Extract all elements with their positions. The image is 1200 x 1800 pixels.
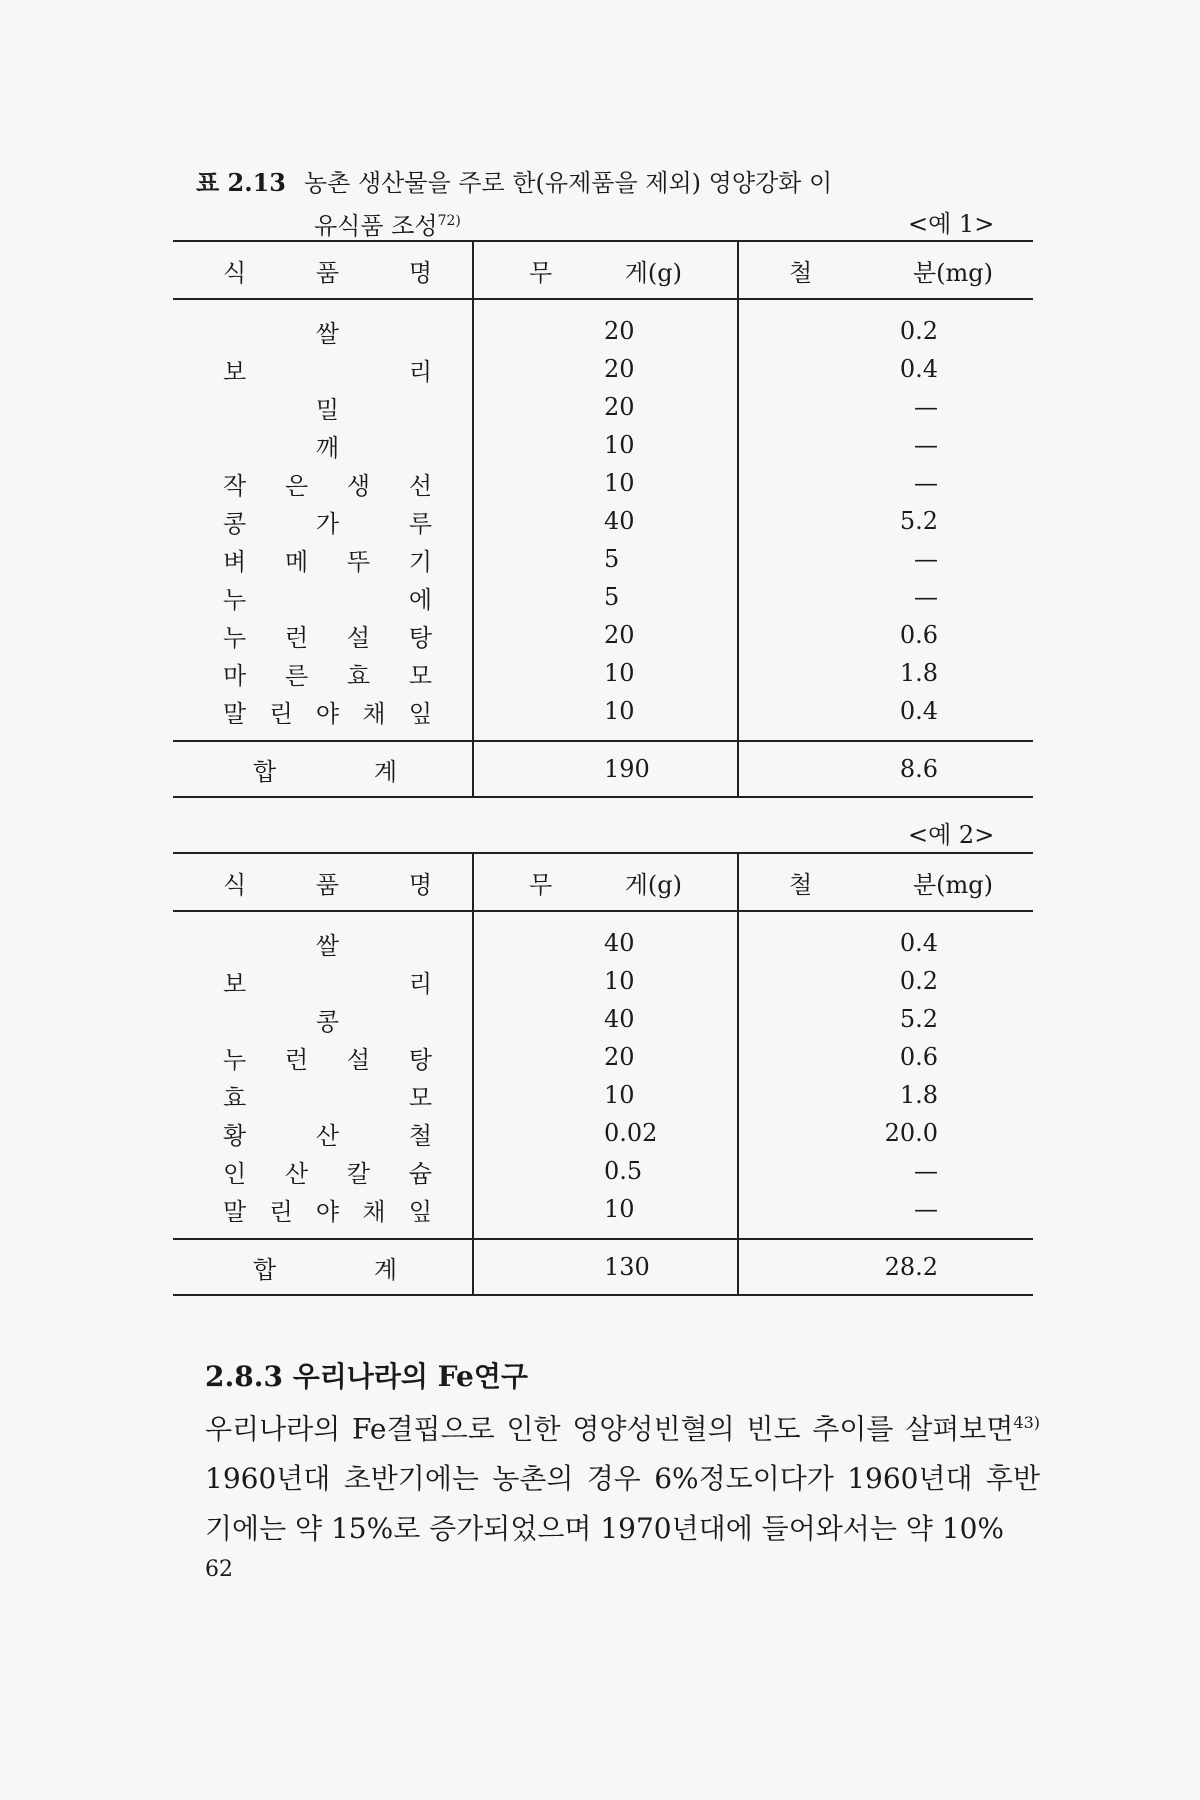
header-name-char: 식 bbox=[223, 870, 247, 899]
food-name-cell bbox=[173, 1076, 473, 1114]
food-name-char: 말 bbox=[223, 699, 247, 728]
food-name-char: 모 bbox=[408, 661, 432, 690]
food-name-char: 린 bbox=[269, 1197, 293, 1226]
food-name-char: 보 bbox=[223, 357, 247, 386]
food-name-char: 루 bbox=[408, 509, 432, 538]
food-name-char: 뚜 bbox=[346, 547, 371, 576]
food-name-char: 작 bbox=[223, 471, 247, 500]
table-row bbox=[173, 540, 1033, 578]
food-name-char: 설 bbox=[346, 1045, 371, 1074]
total-row bbox=[173, 741, 1033, 797]
food-name-char: 쌀 bbox=[315, 319, 340, 348]
weight-cell: 20 bbox=[473, 1038, 738, 1076]
food-name-char: 말 bbox=[223, 1197, 247, 1226]
iron-cell: 20.0 bbox=[884, 1119, 938, 1147]
food-name-char: 른 bbox=[284, 661, 309, 690]
iron-cell: — bbox=[914, 469, 938, 497]
iron-cell: 0.6 bbox=[899, 621, 938, 649]
food-name-char: 산 bbox=[284, 1159, 309, 1188]
header-iron-char: 철 bbox=[789, 870, 813, 899]
table-header-row bbox=[173, 853, 1033, 911]
caption-line-2: 유식품 조성 bbox=[314, 212, 438, 240]
food-name-char: 콩 bbox=[223, 509, 247, 538]
paragraph-text-2: 1960년대 초반기에는 농촌의 경우 6%정도이다가 1960년대 후반기에는 약 15%로 증가되었으며 1970년대에 들어와서는 약 10% bbox=[205, 1462, 1040, 1546]
food-name-cell bbox=[173, 692, 473, 741]
food-name-char: 효 bbox=[346, 661, 371, 690]
food-name-cell bbox=[173, 1152, 473, 1190]
header-iron bbox=[738, 241, 1033, 299]
header-iron-char: 분(mg) bbox=[912, 258, 993, 287]
weight-cell: 20 bbox=[473, 388, 738, 426]
food-name-char: 쌀 bbox=[315, 931, 340, 960]
total-iron: 28.2 bbox=[738, 1239, 1033, 1295]
table-number: 표 2.13 bbox=[196, 168, 286, 197]
food-name-char: 생 bbox=[346, 471, 371, 500]
food-name-char: 채 bbox=[362, 1197, 386, 1226]
iron-cell: — bbox=[914, 545, 938, 573]
food-name-cell bbox=[173, 962, 473, 1000]
total-weight: 130 bbox=[473, 1239, 738, 1295]
food-name-cell bbox=[173, 426, 473, 464]
table-row bbox=[173, 464, 1033, 502]
table-row bbox=[173, 962, 1033, 1000]
food-name-char: 벼 bbox=[223, 547, 247, 576]
iron-cell: 5.2 bbox=[899, 507, 938, 535]
food-name-cell bbox=[173, 540, 473, 578]
food-name-cell bbox=[173, 502, 473, 540]
table-row bbox=[173, 350, 1033, 388]
total-label bbox=[173, 1239, 473, 1295]
paragraph-text-1: 우리나라의 Fe결핍으로 인한 영양성빈혈의 빈도 추이를 살펴보면 bbox=[205, 1412, 1014, 1446]
total-label-char: 합 bbox=[253, 1255, 277, 1284]
food-name-char: 기 bbox=[408, 547, 432, 576]
header-weight-char: 무 bbox=[529, 870, 553, 899]
food-name-char: 누 bbox=[223, 1045, 247, 1074]
table-row bbox=[173, 502, 1033, 540]
header-food-name bbox=[173, 241, 473, 299]
weight-cell: 40 bbox=[473, 1000, 738, 1038]
header-iron-char: 철 bbox=[789, 258, 813, 287]
table-row bbox=[173, 388, 1033, 426]
total-label-char: 합 bbox=[253, 757, 277, 786]
weight-cell: 20 bbox=[473, 616, 738, 654]
iron-cell: — bbox=[914, 393, 938, 421]
header-weight bbox=[473, 241, 738, 299]
food-name-char: 가 bbox=[315, 509, 340, 538]
iron-cell: 0.2 bbox=[899, 317, 938, 345]
table-row bbox=[173, 578, 1033, 616]
header-weight-char: 게(g) bbox=[624, 258, 682, 287]
food-name-cell bbox=[173, 388, 473, 426]
example-2-table bbox=[173, 852, 1033, 1296]
food-name-char: 보 bbox=[223, 969, 247, 998]
section-heading: 2.8.3 우리나라의 Fe연구 bbox=[205, 1360, 528, 1393]
food-name-char: 인 bbox=[223, 1159, 247, 1188]
page-number: 62 bbox=[205, 1557, 233, 1582]
food-name-char: 설 bbox=[346, 623, 371, 652]
food-name-char: 깨 bbox=[315, 433, 340, 462]
body-paragraph bbox=[205, 1398, 1040, 1554]
header-iron bbox=[738, 853, 1033, 911]
table-row bbox=[173, 692, 1033, 741]
food-name-char: 모 bbox=[408, 1083, 432, 1112]
food-name-char: 잎 bbox=[408, 699, 432, 728]
food-name-cell bbox=[173, 578, 473, 616]
weight-cell: 20 bbox=[473, 299, 738, 350]
weight-cell: 5 bbox=[473, 578, 738, 616]
food-name-cell bbox=[173, 911, 473, 962]
header-weight bbox=[473, 853, 738, 911]
food-name-char: 에 bbox=[408, 585, 432, 614]
paragraph-reference: 43) bbox=[1013, 1413, 1040, 1432]
food-name-char: 칼 bbox=[346, 1159, 371, 1188]
total-label-char: 계 bbox=[373, 757, 397, 786]
table-row bbox=[173, 1000, 1033, 1038]
header-food-name bbox=[173, 853, 473, 911]
table-row bbox=[173, 1114, 1033, 1152]
food-name-char: 마 bbox=[223, 661, 247, 690]
total-row bbox=[173, 1239, 1033, 1295]
header-name-char: 품 bbox=[315, 258, 340, 287]
header-name-char: 명 bbox=[408, 870, 432, 899]
table-header-row bbox=[173, 241, 1033, 299]
food-name-char: 린 bbox=[269, 699, 293, 728]
food-name-cell bbox=[173, 1038, 473, 1076]
food-name-cell bbox=[173, 616, 473, 654]
weight-cell: 0.5 bbox=[473, 1152, 738, 1190]
header-weight-char: 게(g) bbox=[624, 870, 682, 899]
food-name-cell bbox=[173, 654, 473, 692]
weight-cell: 5 bbox=[473, 540, 738, 578]
food-name-cell bbox=[173, 350, 473, 388]
food-name-char: 밀 bbox=[315, 395, 340, 424]
food-name-char: 황 bbox=[223, 1121, 247, 1150]
header-name-char: 품 bbox=[315, 870, 340, 899]
food-name-char: 런 bbox=[284, 623, 309, 652]
weight-cell: 40 bbox=[473, 502, 738, 540]
iron-cell: 1.8 bbox=[899, 1081, 938, 1109]
iron-cell: 0.4 bbox=[899, 929, 938, 957]
iron-cell: 0.4 bbox=[899, 697, 938, 725]
iron-cell: 1.8 bbox=[899, 659, 938, 687]
weight-cell: 10 bbox=[473, 692, 738, 741]
food-name-char: 탕 bbox=[408, 623, 432, 652]
weight-cell: 20 bbox=[473, 350, 738, 388]
food-name-char: 산 bbox=[315, 1121, 340, 1150]
food-name-char: 야 bbox=[315, 1197, 340, 1226]
header-name-char: 명 bbox=[408, 258, 432, 287]
food-name-char: 채 bbox=[362, 699, 386, 728]
food-name-char: 런 bbox=[284, 1045, 309, 1074]
food-name-char: 은 bbox=[284, 471, 309, 500]
weight-cell: 40 bbox=[473, 911, 738, 962]
table-row bbox=[173, 1076, 1033, 1114]
caption-reference: 72) bbox=[437, 213, 461, 229]
total-iron: 8.6 bbox=[738, 741, 1033, 797]
caption-line-1: 농촌 생산물을 주로 한(유제품을 제외) 영양강화 이 bbox=[304, 169, 833, 197]
weight-cell: 10 bbox=[473, 654, 738, 692]
weight-cell: 0.02 bbox=[473, 1114, 738, 1152]
iron-cell: — bbox=[914, 1195, 938, 1223]
food-name-char: 선 bbox=[408, 471, 432, 500]
table-row bbox=[173, 1190, 1033, 1239]
example-2-label: <예 2> bbox=[908, 821, 995, 849]
table-row bbox=[173, 299, 1033, 350]
food-name-char: 누 bbox=[223, 623, 247, 652]
weight-cell: 10 bbox=[473, 1076, 738, 1114]
food-name-char: 누 bbox=[223, 585, 247, 614]
table-row bbox=[173, 1152, 1033, 1190]
weight-cell: 10 bbox=[473, 426, 738, 464]
food-name-char: 잎 bbox=[408, 1197, 432, 1226]
food-name-cell bbox=[173, 1190, 473, 1239]
food-name-char: 슘 bbox=[408, 1159, 432, 1188]
table-row bbox=[173, 654, 1033, 692]
header-iron-char: 분(mg) bbox=[912, 870, 993, 899]
iron-cell: 5.2 bbox=[899, 1005, 938, 1033]
iron-cell: 0.2 bbox=[899, 967, 938, 995]
weight-cell: 10 bbox=[473, 1190, 738, 1239]
food-name-char: 효 bbox=[223, 1083, 247, 1112]
iron-cell: 0.4 bbox=[899, 355, 938, 383]
total-label bbox=[173, 741, 473, 797]
food-name-char: 탕 bbox=[408, 1045, 432, 1074]
iron-cell: 0.6 bbox=[899, 1043, 938, 1071]
weight-cell: 10 bbox=[473, 962, 738, 1000]
food-name-char: 야 bbox=[315, 699, 340, 728]
example-1-label: <예 1> bbox=[908, 210, 995, 238]
table-row bbox=[173, 426, 1033, 464]
example-1-table bbox=[173, 240, 1033, 798]
total-weight: 190 bbox=[473, 741, 738, 797]
food-name-char: 메 bbox=[284, 547, 309, 576]
iron-cell: — bbox=[914, 583, 938, 611]
header-weight-char: 무 bbox=[529, 258, 553, 287]
total-label-char: 계 bbox=[373, 1255, 397, 1284]
food-name-char: 리 bbox=[408, 357, 432, 386]
food-name-cell bbox=[173, 299, 473, 350]
table-row bbox=[173, 911, 1033, 962]
food-name-cell bbox=[173, 1000, 473, 1038]
food-name-char: 리 bbox=[408, 969, 432, 998]
iron-cell: — bbox=[914, 431, 938, 459]
iron-cell: — bbox=[914, 1157, 938, 1185]
table-row bbox=[173, 616, 1033, 654]
weight-cell: 10 bbox=[473, 464, 738, 502]
table-row bbox=[173, 1038, 1033, 1076]
food-name-char: 철 bbox=[408, 1121, 432, 1150]
food-name-cell bbox=[173, 464, 473, 502]
header-name-char: 식 bbox=[223, 258, 247, 287]
food-name-cell bbox=[173, 1114, 473, 1152]
food-name-char: 콩 bbox=[315, 1007, 340, 1036]
